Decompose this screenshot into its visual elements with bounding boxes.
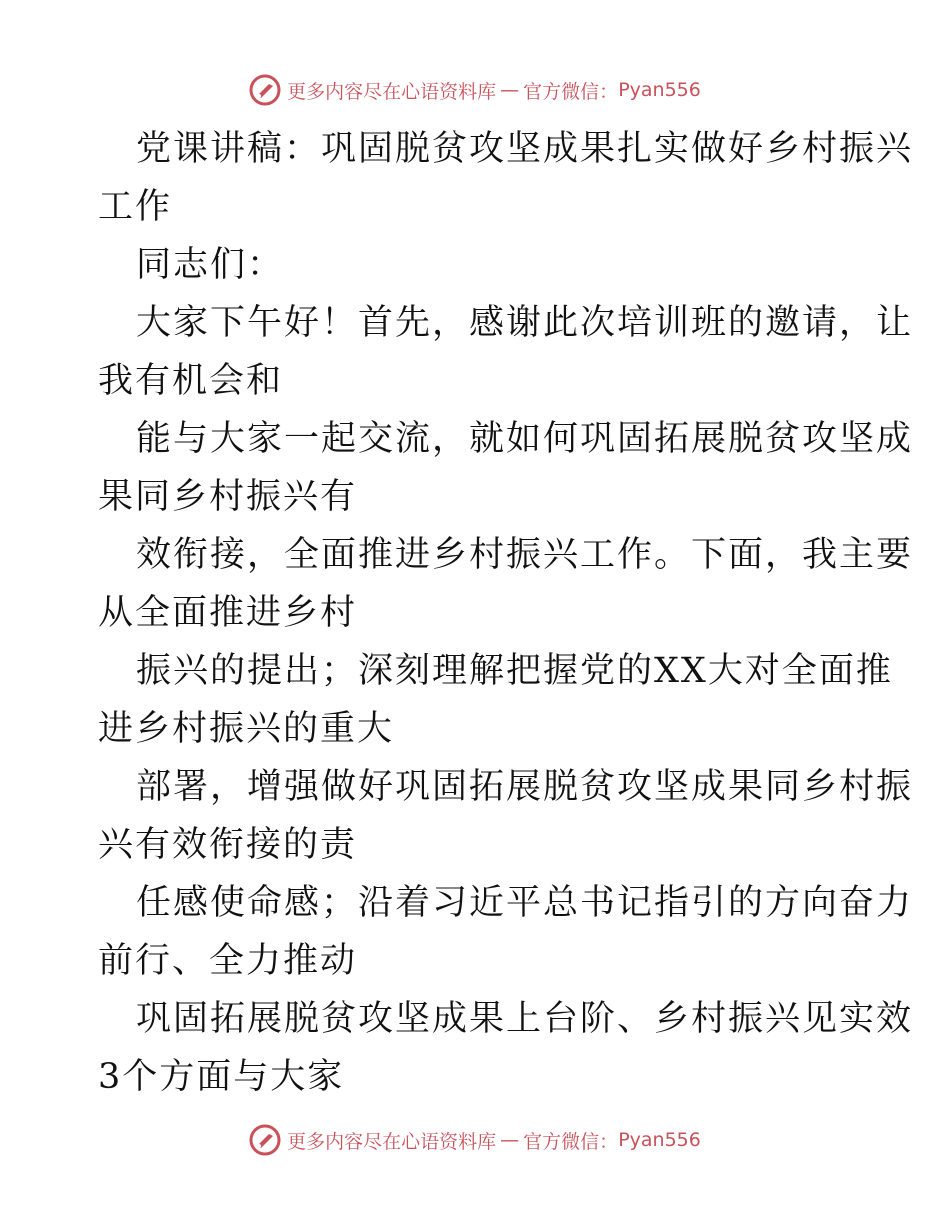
banner-handle: Pyan556 bbox=[618, 1129, 701, 1151]
paragraph-line: 大家下午好！首先，感谢此次培训班的邀请，让 bbox=[136, 303, 914, 343]
salutation: 同志们： bbox=[136, 245, 285, 285]
banner-text: 更多内容尽在心语资料库 bbox=[287, 80, 497, 103]
paragraph-line: 3个方面与大家 bbox=[98, 1057, 345, 1097]
paragraph-line: 进乡村振兴的重大 bbox=[98, 709, 395, 749]
paragraph-line: 我有机会和 bbox=[98, 361, 284, 401]
banner-separator: — bbox=[500, 1129, 520, 1151]
paragraph-line: 从全面推进乡村 bbox=[98, 593, 358, 633]
paragraph-line: 部署，增强做好巩固拓展脱贫攻坚成果同乡村振 bbox=[136, 767, 914, 807]
paragraph-line: 果同乡村振兴有 bbox=[98, 477, 358, 517]
banner-suffix: 官方微信： bbox=[523, 80, 619, 103]
paragraph-line: 兴有效衔接的责 bbox=[98, 825, 358, 865]
document-body bbox=[98, 120, 914, 1106]
banner-suffix: 官方微信： bbox=[523, 1130, 619, 1153]
paragraph-line: 效衔接，全面推进乡村振兴工作。下面，我主要 bbox=[136, 535, 914, 575]
paragraph-line: 巩固拓展脱贫攻坚成果上台阶、乡村振兴见实效 bbox=[136, 999, 914, 1039]
pen-logo-icon bbox=[249, 1124, 281, 1156]
banner-separator: — bbox=[500, 79, 520, 101]
document-title-line-2: 工作 bbox=[98, 187, 173, 227]
banner-text: 更多内容尽在心语资料库 bbox=[287, 1130, 497, 1153]
paragraph-line: 前行、全力推动 bbox=[98, 941, 358, 981]
header-watermark bbox=[0, 70, 950, 110]
paragraph-line: 任感使命感；沿着习近平总书记指引的方向奋力 bbox=[136, 883, 914, 923]
document-title-line-1: 党课讲稿：巩固脱贫攻坚成果扎实做好乡村振兴 bbox=[136, 129, 914, 169]
banner-handle: Pyan556 bbox=[618, 79, 701, 101]
footer-watermark bbox=[0, 1120, 950, 1160]
paragraph-line: 能与大家一起交流，就如何巩固拓展脱贫攻坚成 bbox=[136, 419, 914, 459]
pen-logo-icon bbox=[249, 74, 281, 106]
paragraph-line: 振兴的提出；深刻理解把握党的XX大对全面推 bbox=[136, 651, 893, 691]
